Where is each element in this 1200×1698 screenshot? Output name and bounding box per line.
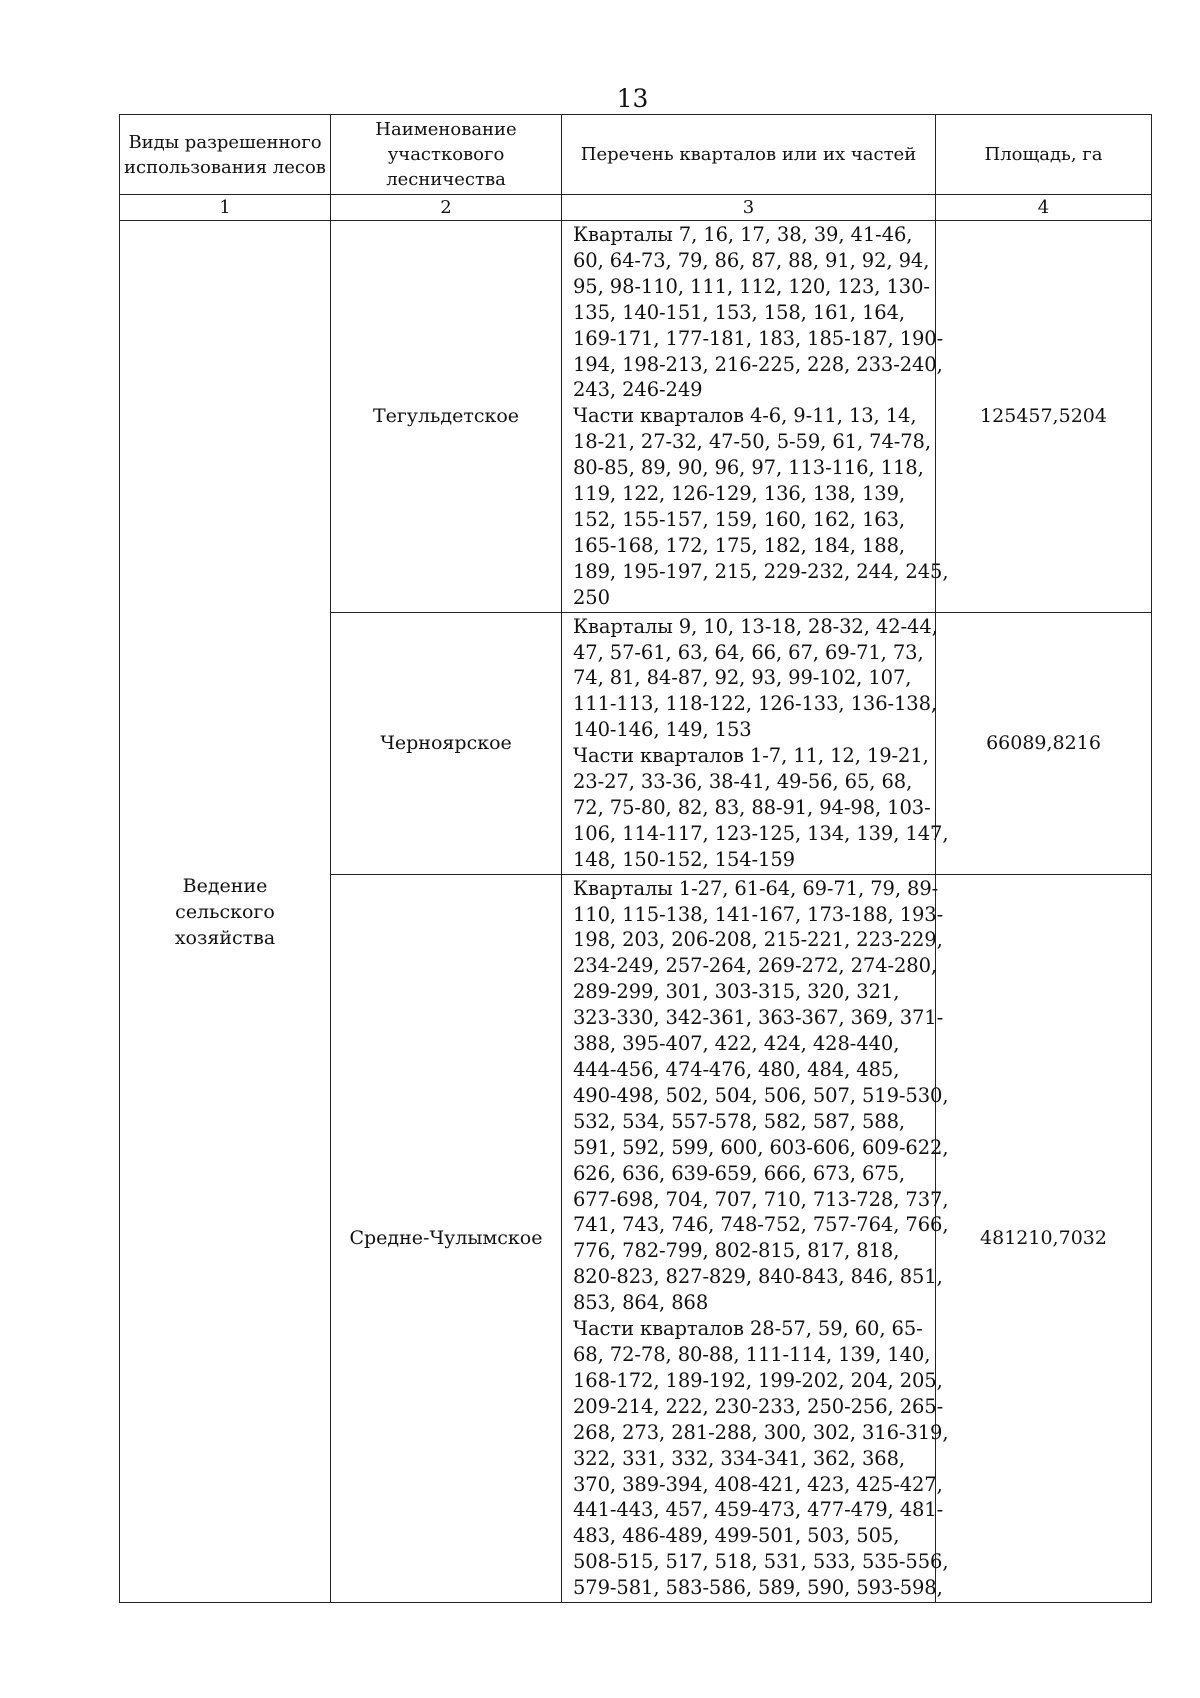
quarters-line: 111-113, 118-122, 126-133, 136-138, <box>573 692 938 716</box>
quarters-line: 140-146, 149, 153 <box>573 718 752 742</box>
quarters-line: 106, 114-117, 123-125, 134, 139, 147, <box>573 821 949 845</box>
quarters-line: 532, 534, 557-578, 582, 587, 588, <box>573 1109 906 1133</box>
header-forestry-name: Наименование участкового лесничества <box>331 115 562 195</box>
forest-use-table <box>119 114 1152 1603</box>
quarters-line: Кварталы 1-27, 61-64, 69-71, 79, 89- <box>573 876 939 900</box>
quarters-line: 168-172, 189-192, 199-202, 204, 205, <box>573 1368 943 1392</box>
column-number: 3 <box>562 195 936 221</box>
quarters-line: 74, 81, 84-87, 92, 93, 99-102, 107, <box>573 666 912 690</box>
quarters-line: 18-21, 27-32, 47-50, 5-59, 61, 74-78, <box>573 430 931 454</box>
quarters-line: 444-456, 474-476, 480, 484, 485, <box>573 1058 900 1081</box>
column-number: 1 <box>120 195 331 221</box>
quarters-line: 508-515, 517, 518, 531, 533, 535-556, <box>573 1550 949 1574</box>
area-value: 125457,5204 <box>936 221 1152 613</box>
quarters-line: 322, 331, 332, 334-341, 362, 368, <box>573 1446 906 1470</box>
quarters-line: 370, 389-394, 408-421, 423, 425-427, <box>573 1472 943 1496</box>
quarters-line: 194, 198-213, 216-225, 228, 233-240, <box>573 352 943 376</box>
quarters-line: 68, 72-78, 80-88, 111-114, 139, 140, <box>573 1342 931 1366</box>
quarters-line: 323-330, 342-361, 363-367, 369, 371- <box>573 1006 944 1030</box>
quarters-line: 289-299, 301, 303-315, 320, 321, <box>573 980 900 1004</box>
header-use-type: Виды разрешенного использования лесов <box>120 115 331 195</box>
quarters-line: 60, 64-73, 79, 86, 87, 88, 91, 92, 94, <box>573 248 930 272</box>
page-number: 13 <box>616 84 649 113</box>
quarters-line: 579-581, 583-586, 589, 590, 593-598, <box>573 1576 943 1600</box>
column-number: 2 <box>331 195 562 221</box>
quarters-line: 591, 592, 599, 600, 603-606, 609-622, <box>573 1135 949 1159</box>
quarters-line: 250 <box>573 585 610 609</box>
quarters-line: 165-168, 172, 175, 182, 184, 188, <box>573 533 906 557</box>
quarters-line: Части кварталов 1-7, 11, 12, 19-21, <box>573 744 929 768</box>
quarters-list <box>562 612 949 874</box>
quarters-line: 47, 57-61, 63, 64, 66, 67, 69-71, 73, <box>573 640 924 664</box>
quarters-line: 209-214, 222, 230-233, 250-256, 265- <box>573 1394 944 1418</box>
quarters-line: 268, 273, 281-288, 300, 302, 316-319, <box>573 1420 949 1444</box>
quarters-line: Части кварталов 28-57, 59, 60, 65- <box>573 1317 923 1341</box>
quarters-line: 853, 864, 868 <box>573 1291 709 1315</box>
column-number: 4 <box>936 195 1152 221</box>
area-value: 481210,7032 <box>936 874 1152 1602</box>
quarters-line: 119, 122, 126-129, 136, 138, 139, <box>573 482 906 506</box>
quarters-line: 820-823, 827-829, 840-843, 846, 851, <box>573 1265 943 1289</box>
quarters-list <box>562 874 949 1602</box>
quarters-line: 234-249, 257-264, 269-272, 274-280, <box>573 954 938 978</box>
quarters-line: 243, 246-249 <box>573 378 703 402</box>
quarters-line: Кварталы 7, 16, 17, 38, 39, 41-46, <box>573 223 913 246</box>
quarters-line: 483, 486-489, 499-501, 503, 505, <box>573 1524 900 1548</box>
quarters-line: 189, 195-197, 215, 229-232, 244, 245, <box>573 559 949 583</box>
quarters-line: 135, 140-151, 153, 158, 161, 164, <box>573 300 906 324</box>
forestry-name: Средне-Чулымское <box>331 874 562 1602</box>
quarters-line: 72, 75-80, 82, 83, 88-91, 94-98, 103- <box>573 795 931 819</box>
quarters-line: 626, 636, 639-659, 666, 673, 675, <box>573 1161 906 1185</box>
quarters-list <box>562 221 949 613</box>
quarters-line: 441-443, 457, 459-473, 477-479, 481- <box>573 1498 944 1522</box>
quarters-line: 110, 115-138, 141-167, 173-188, 193- <box>573 902 944 926</box>
quarters-line: 152, 155-157, 159, 160, 162, 163, <box>573 507 906 531</box>
use-type-cell: Ведение сельского хозяйства <box>120 221 331 1603</box>
quarters-line: 169-171, 177-181, 183, 185-187, 190- <box>573 326 944 350</box>
quarters-line: 741, 743, 746, 748-752, 757-764, 766, <box>573 1213 949 1237</box>
quarters-line: 148, 150-152, 154-159 <box>573 847 795 871</box>
forestry-name: Тегульдетское <box>331 221 562 613</box>
quarters-line: 490-498, 502, 504, 506, 507, 519-530, <box>573 1083 949 1107</box>
quarters-line: Кварталы 9, 10, 13-18, 28-32, 42-44, <box>573 614 938 638</box>
quarters-line: 677-698, 704, 707, 710, 713-728, 737, <box>573 1187 949 1211</box>
quarters-line: 23-27, 33-36, 38-41, 49-56, 65, 68, <box>573 770 913 794</box>
header-quarters-list: Перечень кварталов или их частей <box>562 115 936 195</box>
forestry-name: Черноярское <box>331 612 562 874</box>
header-row <box>120 115 1152 195</box>
quarters-line: Части кварталов 4-6, 9-11, 13, 14, <box>573 404 917 428</box>
quarters-line: 80-85, 89, 90, 96, 97, 113-116, 118, <box>573 456 924 480</box>
quarters-line: 776, 782-799, 802-815, 817, 818, <box>573 1239 900 1263</box>
column-number-row <box>120 195 1152 221</box>
quarters-line: 95, 98-110, 111, 112, 120, 123, 130- <box>573 274 930 298</box>
header-area: Площадь, га <box>936 115 1152 195</box>
quarters-line: 388, 395-407, 422, 424, 428-440, <box>573 1032 900 1056</box>
quarters-line: 198, 203, 206-208, 215-221, 223-229, <box>573 928 943 952</box>
table-row <box>120 221 1152 613</box>
area-value: 66089,8216 <box>936 612 1152 874</box>
